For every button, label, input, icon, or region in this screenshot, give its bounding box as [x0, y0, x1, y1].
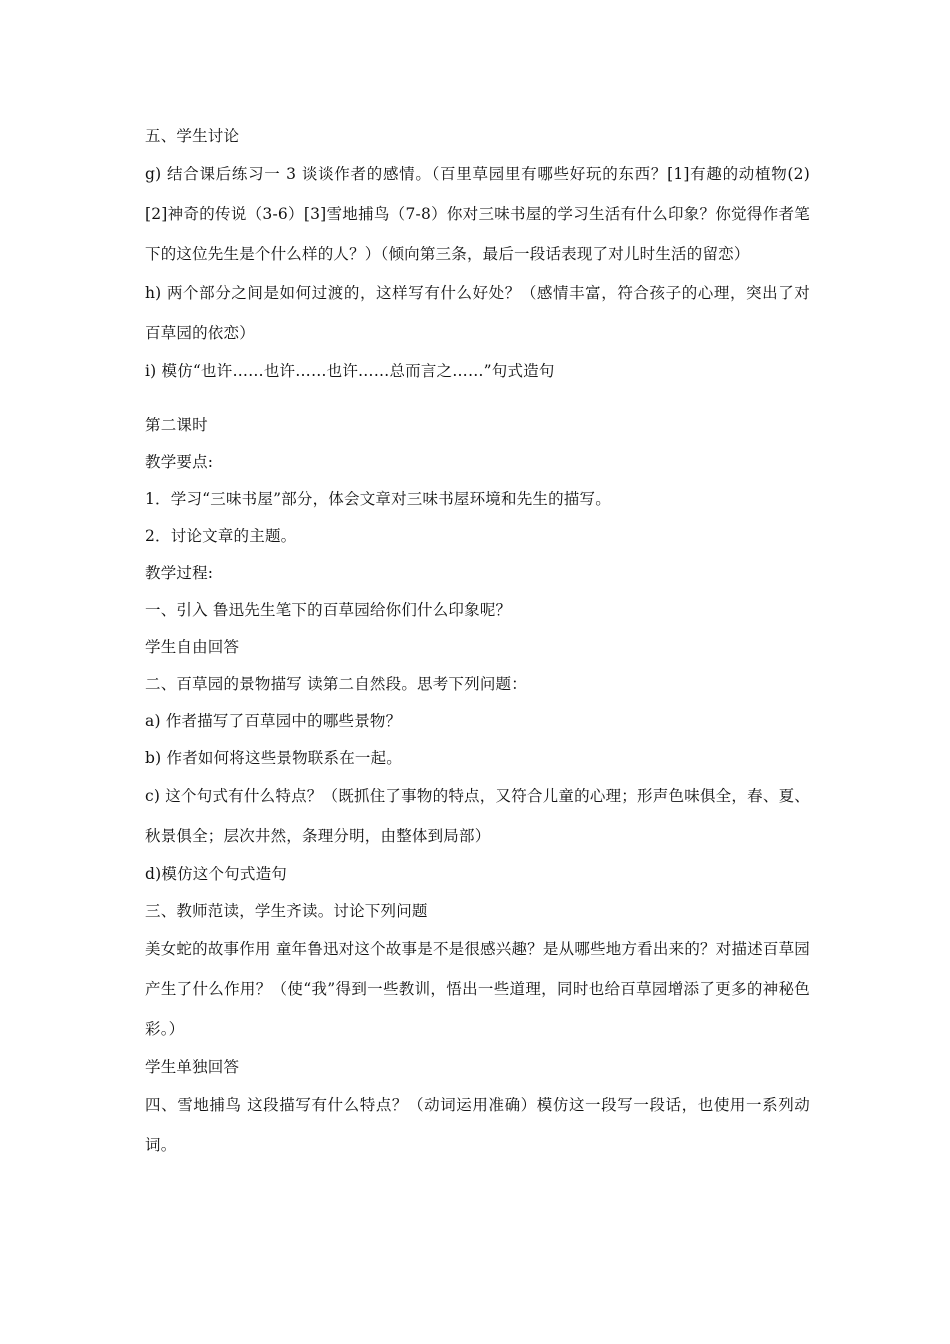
question-b: b) 作者如何将这些景物联系在一起。 — [145, 749, 402, 767]
process-step-1: 一、引入 鲁迅先生笔下的百草园给你们什么印象呢？ — [145, 601, 512, 619]
paragraph-item-g: g) 结合课后练习一 3 谈谈作者的感情。（百里草园里有哪些好玩的东西？[1]有趣的动植物(2)[2]神奇的传说（3-6）[3]雪地捕鸟（7-8）你对三味书屋的学习生活有什么印象？你觉得作者笔下的这位先生是个什么样的人？）（倾向第三条，最后一段话表现了对儿时生活的留恋） — [145, 165, 810, 263]
teaching-point-2: 2．讨论文章的主题。 — [145, 527, 297, 545]
teaching-process-label: 教学过程: — [145, 564, 214, 582]
teaching-points-label: 教学要点: — [145, 453, 214, 471]
section-heading-discussion: 五、学生讨论 — [145, 127, 240, 145]
lesson-title: 第二课时 — [145, 416, 208, 434]
process-step-4: 四、雪地捕鸟 这段描写有什么特点？（动词运用准确）模仿这一段写一段话，也使用一系列动词。 — [145, 1096, 810, 1154]
teaching-point-1: 1．学习“三味书屋”部分，体会文章对三味书屋环境和先生的描写。 — [145, 490, 611, 508]
document-body — [145, 122, 810, 1160]
process-step-3-answer: 学生单独回答 — [145, 1058, 240, 1076]
process-step-3: 三、教师范读，学生齐读。讨论下列问题 — [145, 902, 428, 920]
question-c: c) 这个句式有什么特点？（既抓住了事物的特点，又符合儿童的心理；形声色味俱全，春、夏、秋景俱全；层次井然，条理分明，由整体到局部） — [145, 787, 810, 845]
process-step-1-answer: 学生自由回答 — [145, 638, 240, 656]
process-step-3-text: 美女蛇的故事作用 童年鲁迅对这个故事是不是很感兴趣？是从哪些地方看出来的？对描述百草园产生了什么作用？（使“我”得到一些教训，悟出一些道理，同时也给百草园增添了更多的神秘色彩。） — [145, 940, 810, 1038]
process-step-2: 二、百草园的景物描写 读第二自然段。思考下列问题： — [145, 675, 527, 693]
question-d: d)模仿这个句式造句 — [145, 865, 287, 883]
question-a: a) 作者描写了百草园中的哪些景物？ — [145, 712, 402, 730]
paragraph-item-i: i) 模仿“也许……也许……也许……总而言之……”句式造句 — [145, 362, 555, 380]
paragraph-item-h: h) 两个部分之间是如何过渡的，这样写有什么好处？（感情丰富，符合孩子的心理，突出了对百草园的依恋） — [145, 284, 810, 342]
